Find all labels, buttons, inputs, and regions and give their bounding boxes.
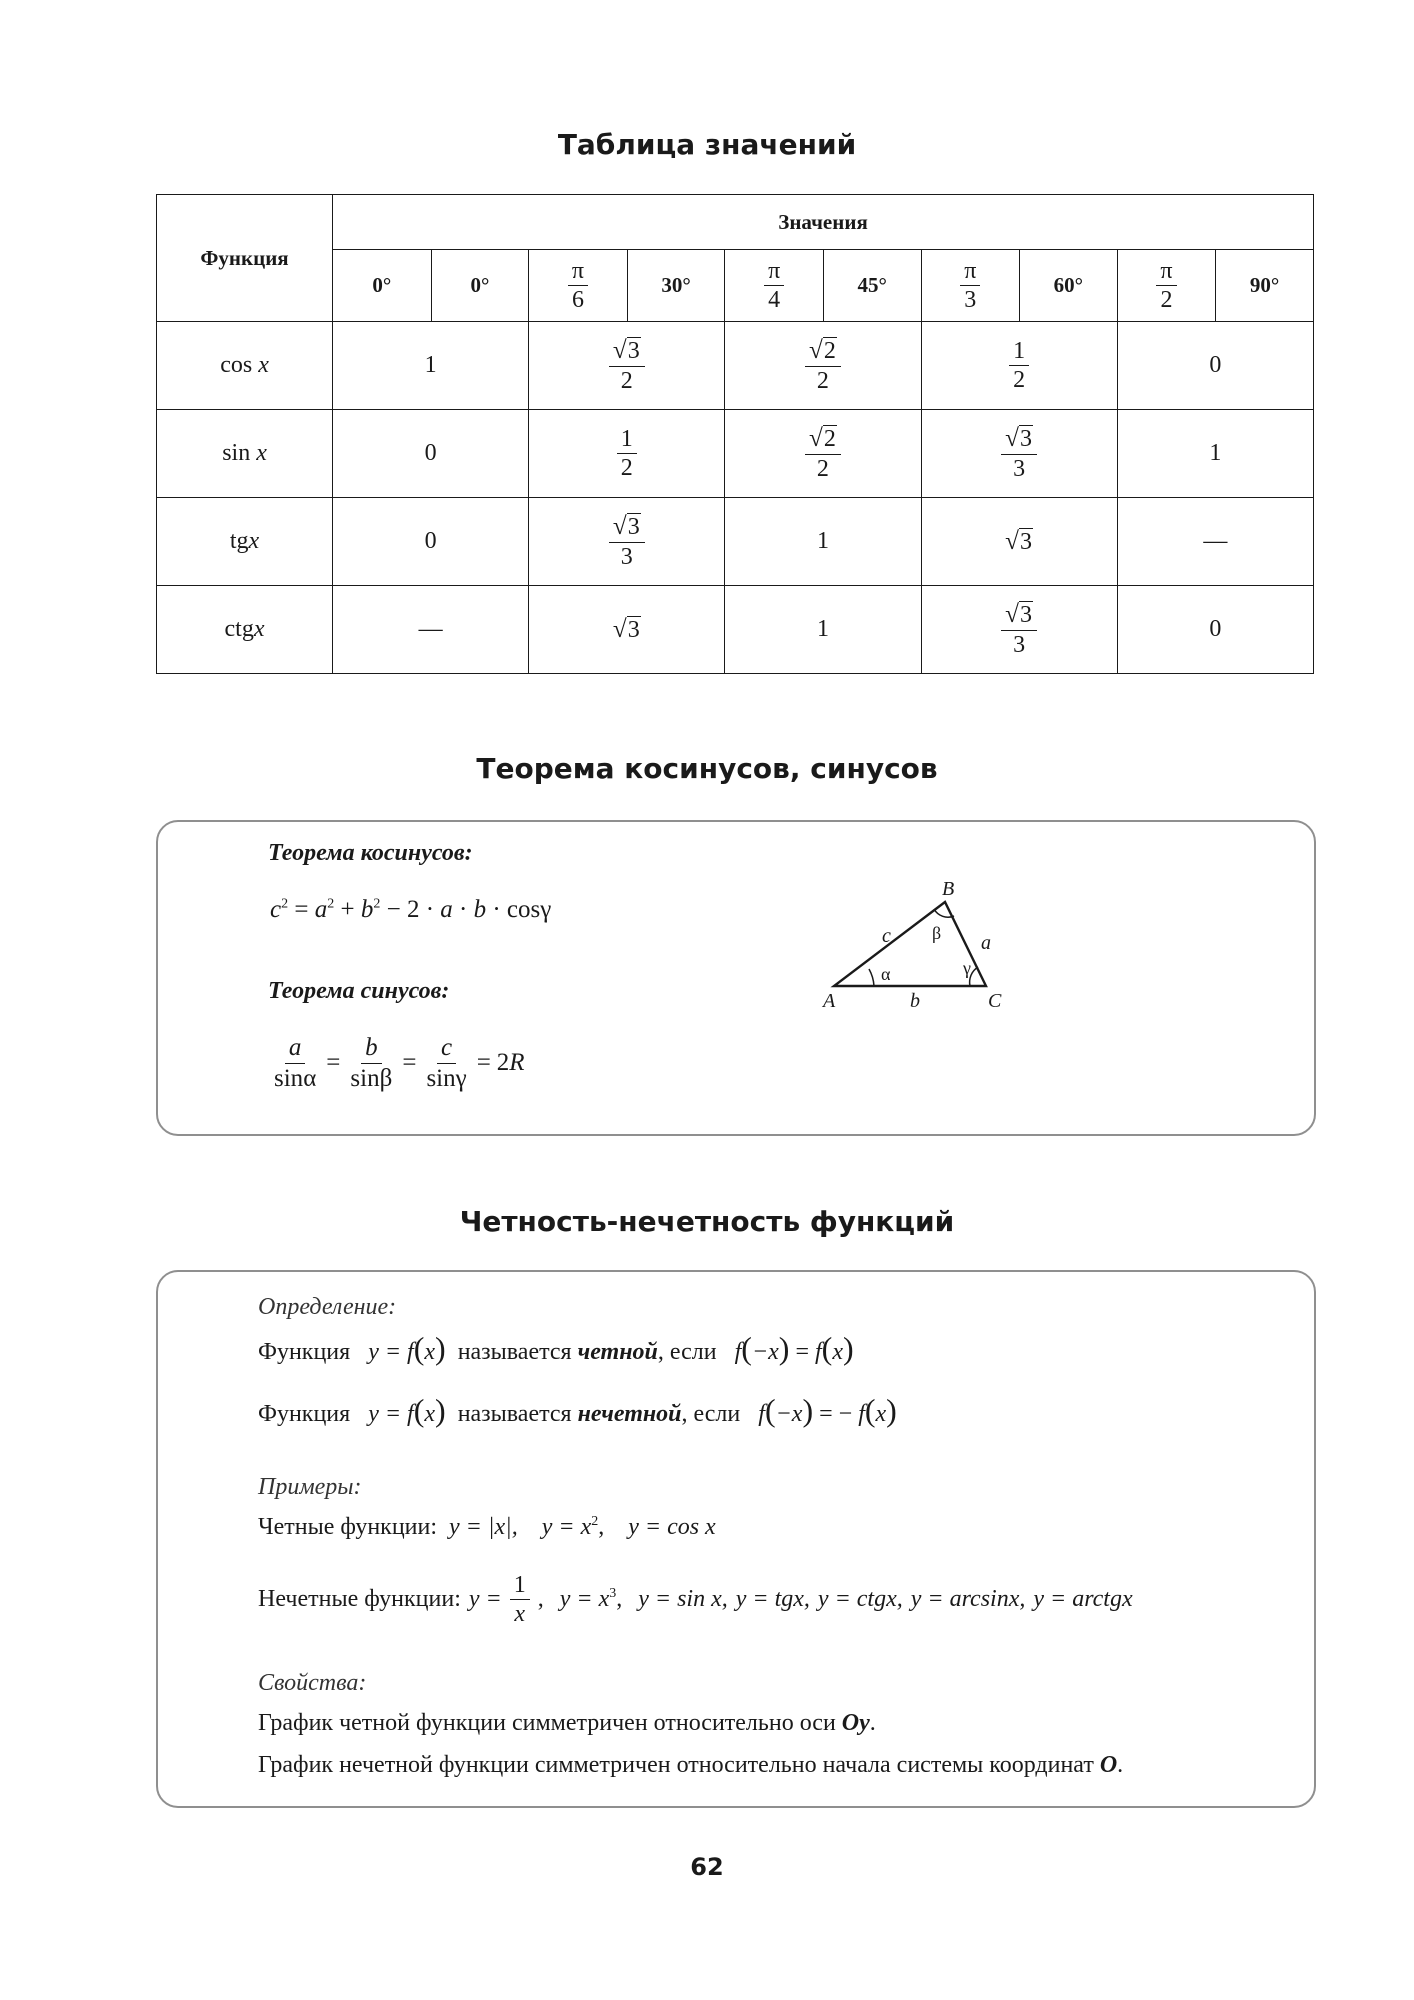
cell-value: $\frac{√3}{3}$ [529, 498, 725, 586]
cell-value: 0 [333, 498, 529, 586]
row-function: tgx [157, 498, 333, 586]
side-b-label: b [910, 990, 920, 1012]
properties-label: Свойства: [258, 1670, 367, 1696]
cell-value: 1 [725, 586, 921, 674]
angle-pi-4: $\frac{\pi}{4}$ [725, 250, 824, 322]
table-row [157, 498, 1314, 586]
section-title-parity: Четность-нечетность функций [459, 1205, 955, 1238]
section-title-values: Таблица значений [557, 128, 857, 161]
side-c-label: c [882, 925, 891, 947]
angle-deg-60: 60° [1020, 250, 1118, 322]
triangle-diagram [798, 862, 1058, 1012]
even-examples: Четные функции: y = |x|, $y = x^2$, y = cos x [258, 1514, 716, 1540]
cell-value: — [1117, 498, 1313, 586]
cosine-formula: $c^2 = a^2 + b^2 - 2 \cdot a \cdot b \cdot \cos\gamma$ [270, 896, 552, 923]
angle-gamma-label: γ [963, 958, 971, 978]
sine-formula: $\frac{a}{\sin\alpha}$ = $\frac{b}{\sin\beta}$ = $\frac{c}{\sin\gamma}$ = 2R [274, 1034, 525, 1092]
angle-deg-45: 45° [823, 250, 921, 322]
cell-value: $\frac{1}{2}$ [529, 410, 725, 498]
vertex-C-label: C [988, 990, 1002, 1012]
cosine-theorem-title: Теорема косинусов: [268, 840, 473, 866]
property-odd: График нечетной функции симметричен относительно начала системы координат O. [258, 1752, 1124, 1778]
cell-value: — [333, 586, 529, 674]
cell-value: $\frac{1}{2}$ [921, 322, 1117, 410]
definition-even: Функция y = f(x) называется четной, если f(−x) = f(x) [258, 1330, 854, 1366]
cell-value: 1 [333, 322, 529, 410]
definition-label: Определение: [258, 1294, 397, 1320]
cell-value: 0 [1117, 322, 1313, 410]
odd-examples: Нечетные функции: y = $\frac{1}{x}$ , $y = x^3$, y = sin x, y = tgx, y = ctgx, y = arcsinx, y = arctgx [258, 1572, 1133, 1628]
cell-value: 1 [1117, 410, 1313, 498]
sine-theorem-title: Теорема синусов: [268, 978, 450, 1004]
row-function: ctgx [157, 586, 333, 674]
cell-value: $\frac{√3}{2}$ [529, 322, 725, 410]
cell-value: 0 [333, 410, 529, 498]
angle-pi-2: $\frac{\pi}{2}$ [1117, 250, 1216, 322]
parity-box [156, 1270, 1316, 1808]
row-function: cos x [157, 322, 333, 410]
angle-pi-6: $\frac{\pi}{6}$ [529, 250, 628, 322]
property-even: График четной функции симметричен относительно оси Oy. [258, 1710, 876, 1736]
angle-deg-0b: 0° [431, 250, 529, 322]
section-title-theorems: Теорема косинусов, синусов [476, 752, 938, 785]
angle-alpha-label: α [881, 964, 891, 984]
table-row [157, 410, 1314, 498]
definition-odd: Функция y = f(x) называется нечетной, если f(−x) = − f(x) [258, 1392, 897, 1428]
cell-value: 1 [725, 498, 921, 586]
cell-value: √3 [529, 586, 725, 674]
page-number: 62 [690, 1853, 724, 1881]
cell-value: $\frac{√2}{2}$ [725, 322, 921, 410]
row-function: sin x [157, 410, 333, 498]
theorems-box [156, 820, 1316, 1136]
cell-value: $\frac{√2}{2}$ [725, 410, 921, 498]
cell-value: 0 [1117, 586, 1313, 674]
angle-deg-30: 30° [627, 250, 725, 322]
angle-deg-0a: 0° [333, 250, 432, 322]
table-row [157, 322, 1314, 410]
cell-value: $\frac{√3}{3}$ [921, 410, 1117, 498]
cell-value: √3 [921, 498, 1117, 586]
angle-beta-label: β [932, 923, 942, 943]
header-function: Функция [157, 195, 333, 322]
header-values: Значения [333, 195, 1314, 250]
vertex-B-label: B [942, 878, 955, 900]
side-a-label: a [981, 932, 991, 954]
cell-value: $\frac{√3}{3}$ [921, 586, 1117, 674]
vertex-A-label: A [823, 990, 836, 1012]
angle-deg-90: 90° [1216, 250, 1314, 322]
angle-pi-3: $\frac{\pi}{3}$ [921, 250, 1020, 322]
table-row [157, 586, 1314, 674]
values-table [156, 194, 1314, 674]
examples-label: Примеры: [258, 1474, 362, 1500]
